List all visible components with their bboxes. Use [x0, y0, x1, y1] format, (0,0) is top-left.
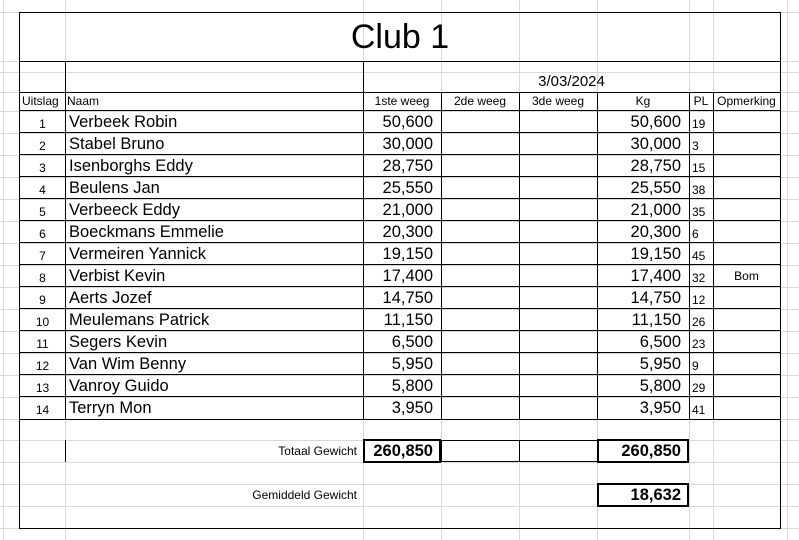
cell-kg[interactable]: 17,400 [630, 267, 681, 285]
cell-uitslag[interactable]: 10 [35, 315, 50, 329]
cell-1ste-weeg[interactable]: 14,750 [382, 289, 433, 307]
cell-uitslag[interactable]: 7 [39, 249, 46, 263]
cell-opmerking[interactable] [713, 221, 780, 243]
cell-uitslag[interactable]: 12 [35, 359, 50, 373]
border-rows-bottom [19, 419, 781, 420]
cell-pl[interactable]: 12 [692, 293, 706, 307]
cell-naam[interactable]: Vanroy Guido [69, 377, 169, 395]
cell-kg[interactable]: 5,800 [639, 377, 681, 395]
cell-uitslag[interactable]: 5 [39, 205, 46, 219]
cell-naam[interactable]: Terryn Mon [69, 399, 152, 417]
cell-1ste-weeg[interactable]: 17,400 [382, 267, 433, 285]
cell-opmerking[interactable] [713, 199, 780, 221]
cell-1ste-weeg[interactable]: 50,600 [382, 113, 433, 131]
cell-pl[interactable]: 9 [692, 359, 699, 373]
cell-pl[interactable]: 32 [692, 271, 706, 285]
gemiddeld-kg[interactable]: 18,632 [630, 486, 681, 504]
cell-kg[interactable]: 14,750 [630, 289, 681, 307]
cell-kg[interactable]: 6,500 [639, 333, 681, 351]
page-title[interactable]: Club 1 [350, 18, 450, 56]
cell-1ste-weeg[interactable]: 30,000 [382, 135, 433, 153]
border-totaal-mid-top [441, 440, 597, 441]
cell-uitslag[interactable]: 3 [39, 161, 46, 175]
cell-uitslag[interactable]: 6 [39, 227, 46, 241]
cell-naam[interactable]: Verbist Kevin [69, 267, 166, 285]
cell-naam[interactable]: Van Wim Benny [69, 355, 187, 373]
cell-opmerking[interactable] [713, 353, 780, 375]
cell-naam[interactable]: Meulemans Patrick [69, 311, 210, 329]
cell-kg[interactable]: 30,000 [630, 135, 681, 153]
cell-opmerking[interactable] [713, 331, 780, 353]
cell-uitslag[interactable]: 4 [39, 183, 46, 197]
cell-opmerking[interactable] [713, 375, 780, 397]
cell-1ste-weeg[interactable]: 19,150 [382, 245, 433, 263]
cell-kg[interactable]: 20,300 [630, 223, 681, 241]
cell-kg[interactable]: 11,150 [631, 311, 681, 329]
cell-1ste-weeg[interactable]: 5,950 [391, 355, 433, 373]
border-totaal-3de [519, 440, 520, 462]
cell-pl[interactable]: 35 [692, 205, 706, 219]
cell-pl[interactable]: 41 [692, 403, 706, 417]
cell-1ste-weeg[interactable]: 6,500 [391, 333, 433, 351]
border-col-3de [519, 92, 520, 419]
cell-opmerking[interactable] [713, 243, 780, 265]
cell-opmerking[interactable]: Bom [734, 269, 759, 283]
totaal-kg[interactable]: 260,850 [621, 442, 681, 460]
cell-opmerking[interactable] [713, 309, 780, 331]
cell-kg[interactable]: 19,150 [630, 245, 681, 263]
totaal-1ste-weeg[interactable]: 260,850 [373, 442, 433, 460]
cell-kg[interactable]: 50,600 [630, 113, 681, 131]
cell-uitslag[interactable]: 13 [35, 381, 50, 395]
cell-pl[interactable]: 29 [692, 381, 706, 395]
header-uitslag[interactable]: Uitslag [22, 94, 59, 108]
header-naam[interactable]: Naam [67, 94, 100, 108]
cell-pl[interactable]: 26 [692, 315, 706, 329]
cell-uitslag[interactable]: 11 [36, 337, 49, 351]
cell-kg[interactable]: 25,550 [630, 179, 681, 197]
header-3de-weeg[interactable]: 3de weeg [531, 94, 585, 108]
border-right [780, 12, 781, 529]
cell-1ste-weeg[interactable]: 21,000 [382, 201, 433, 219]
cell-1ste-weeg[interactable]: 3,950 [391, 399, 433, 417]
border-totaal-2de [441, 440, 442, 462]
cell-pl[interactable]: 23 [692, 337, 706, 351]
cell-1ste-weeg[interactable]: 11,150 [383, 311, 433, 329]
header-pl[interactable]: PL [693, 94, 709, 108]
cell-pl[interactable]: 19 [692, 117, 706, 131]
cell-1ste-weeg[interactable]: 5,800 [391, 377, 433, 395]
cell-naam[interactable]: Vermeiren Yannick [69, 245, 206, 263]
gridline-vertical [787, 0, 788, 540]
cell-kg[interactable]: 21,000 [630, 201, 681, 219]
cell-uitslag[interactable]: 9 [39, 293, 46, 307]
cell-pl[interactable]: 38 [692, 183, 706, 197]
cell-1ste-weeg[interactable]: 25,550 [382, 179, 433, 197]
cell-naam[interactable]: Verbeek Robin [69, 113, 178, 131]
totaal-gewicht-label[interactable]: Totaal Gewicht [278, 444, 357, 458]
cell-naam[interactable]: Segers Kevin [69, 333, 168, 351]
border-title-bottom [19, 61, 781, 62]
header-opmerking[interactable]: Opmerking [717, 94, 776, 108]
header-kg[interactable]: Kg [635, 94, 651, 108]
cell-kg[interactable]: 5,950 [639, 355, 681, 373]
date-cell[interactable]: 3/03/2024 [538, 73, 605, 90]
cell-1ste-weeg[interactable]: 28,750 [382, 157, 433, 175]
cell-kg[interactable]: 28,750 [630, 157, 681, 175]
cell-uitslag[interactable]: 8 [39, 271, 46, 285]
cell-pl[interactable]: 45 [692, 249, 706, 263]
cell-uitslag[interactable]: 2 [39, 139, 46, 153]
cell-naam[interactable]: Isenborghs Eddy [69, 157, 193, 175]
cell-pl[interactable]: 15 [692, 161, 706, 175]
border-top [19, 12, 781, 13]
cell-kg[interactable]: 3,950 [639, 399, 681, 417]
cell-opmerking[interactable] [713, 111, 780, 133]
cell-naam[interactable]: Verbeeck Eddy [69, 201, 180, 219]
cell-opmerking[interactable] [713, 155, 780, 177]
cell-pl[interactable]: 6 [692, 227, 699, 241]
cell-opmerking[interactable] [713, 287, 780, 309]
cell-naam[interactable]: Stabel Bruno [69, 135, 165, 153]
cell-opmerking[interactable] [713, 133, 780, 155]
cell-1ste-weeg[interactable]: 20,300 [382, 223, 433, 241]
cell-uitslag[interactable]: 1 [39, 117, 46, 131]
border-totaal-mid-bottom [441, 461, 597, 462]
cell-naam[interactable]: Boeckmans Emmelie [69, 223, 224, 241]
cell-opmerking[interactable] [713, 397, 780, 419]
header-2de-weeg[interactable]: 2de weeg [453, 94, 507, 108]
header-1ste-weeg[interactable]: 1ste weeg [374, 94, 430, 108]
cell-naam[interactable]: Beulens Jan [69, 179, 160, 197]
cell-uitslag[interactable]: 14 [35, 403, 50, 417]
gemiddeld-gewicht-label[interactable]: Gemiddeld Gewicht [252, 488, 357, 502]
cell-naam[interactable]: Aerts Jozef [69, 289, 152, 307]
gridline-vertical [3, 0, 4, 540]
cell-pl[interactable]: 3 [692, 139, 699, 153]
border-bottom [19, 528, 781, 529]
border-col-2de [441, 92, 442, 419]
cell-opmerking[interactable] [713, 177, 780, 199]
